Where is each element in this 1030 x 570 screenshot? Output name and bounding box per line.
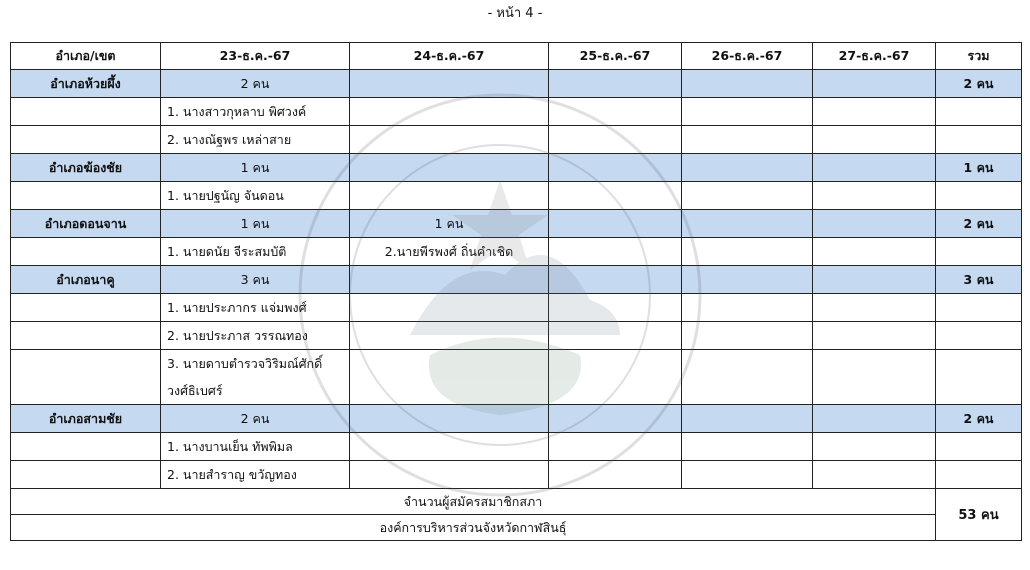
footer-row: [11, 515, 1022, 541]
district-row: [11, 70, 1022, 98]
candidate-row: [11, 461, 1022, 489]
candidate-cell: [350, 98, 549, 126]
footer-label-line2: องค์การบริหารส่วนจังหวัดกาฬสินธุ์: [11, 515, 936, 541]
candidate-cell: [813, 182, 936, 210]
header-district: อำเภอ/เขต: [11, 43, 161, 70]
district-count-cell: [350, 70, 549, 98]
candidate-cell: [350, 461, 549, 489]
candidate-cell: [549, 461, 682, 489]
district-blank-cell: [11, 322, 161, 350]
district-count-cell: [549, 266, 682, 294]
total-blank-cell: [936, 126, 1022, 154]
candidate-cell: [682, 98, 813, 126]
district-name: อำเภอนาคู: [11, 266, 161, 294]
candidate-row: [11, 98, 1022, 126]
candidate-cell: [682, 350, 813, 405]
total-blank-cell: [936, 238, 1022, 266]
district-count-cell: [682, 266, 813, 294]
district-count-cell: [682, 210, 813, 238]
candidate-cell: [813, 322, 936, 350]
district-blank-cell: [11, 433, 161, 461]
candidate-cell: [350, 126, 549, 154]
district-row: [11, 266, 1022, 294]
candidate-cell: 3. นายดาบตำรวจวิริมณ์ศักดิ์ วงศ์ธิเบศร์: [161, 350, 350, 405]
candidate-cell: 1. นายดนัย จีระสมบัติ: [161, 238, 350, 266]
candidate-cell: [549, 294, 682, 322]
header-date-27: 27-ธ.ค.-67: [813, 43, 936, 70]
district-count-cell: [549, 154, 682, 182]
district-count-cell: [549, 210, 682, 238]
district-count-cell: [813, 154, 936, 182]
header-total: รวม: [936, 43, 1022, 70]
candidate-cell: [813, 461, 936, 489]
candidate-cell: 1. นางบานเย็น ทัพพิมล: [161, 433, 350, 461]
total-blank-cell: [936, 433, 1022, 461]
district-count-cell: [813, 405, 936, 433]
district-name: อำเภอดอนจาน: [11, 210, 161, 238]
district-count-cell: 1 คน: [350, 210, 549, 238]
candidate-row: [11, 322, 1022, 350]
candidate-cell: [549, 126, 682, 154]
candidate-row: [11, 182, 1022, 210]
candidate-cell: 1. นายประภากร แจ่มพงศ์: [161, 294, 350, 322]
candidate-cell: [682, 433, 813, 461]
candidate-cell: [682, 238, 813, 266]
page-number: - หน้า 4 -: [487, 6, 543, 21]
district-blank-cell: [11, 350, 161, 405]
candidate-cell: 2. นายประภาส วรรณทอง: [161, 322, 350, 350]
district-blank-cell: [11, 98, 161, 126]
district-row: [11, 210, 1022, 238]
total-blank-cell: [936, 461, 1022, 489]
district-name: อำเภอห้วยผึ้ง: [11, 70, 161, 98]
footer-label-line1: จำนวนผู้สมัครสมาชิกสภา: [11, 489, 936, 515]
candidate-cell: [350, 294, 549, 322]
candidate-cell: [549, 322, 682, 350]
candidate-cell: [549, 182, 682, 210]
district-count-cell: 2 คน: [161, 70, 350, 98]
candidate-cell: [813, 126, 936, 154]
district-count-cell: [813, 210, 936, 238]
candidate-cell: [549, 350, 682, 405]
district-count-cell: [682, 70, 813, 98]
district-name: อำเภอสามชัย: [11, 405, 161, 433]
candidate-cell: 2. นางณัฐพร เหล่าสาย: [161, 126, 350, 154]
district-blank-cell: [11, 238, 161, 266]
candidate-cell: [682, 294, 813, 322]
footer-row: [11, 489, 1022, 515]
district-count-cell: 1 คน: [161, 210, 350, 238]
district-count-cell: [350, 266, 549, 294]
candidate-cell: [682, 461, 813, 489]
district-count-cell: 1 คน: [161, 154, 350, 182]
district-count-cell: [682, 405, 813, 433]
header-date-24: 24-ธ.ค.-67: [350, 43, 549, 70]
candidate-cell: [813, 294, 936, 322]
candidate-cell: [350, 322, 549, 350]
grand-total: 53 คน: [936, 489, 1022, 541]
candidate-table: [10, 42, 1022, 541]
candidate-row: [11, 350, 1022, 405]
candidate-cell: [549, 433, 682, 461]
district-count-cell: 2 คน: [161, 405, 350, 433]
total-blank-cell: [936, 182, 1022, 210]
district-total: 2 คน: [936, 70, 1022, 98]
candidate-cell: [813, 350, 936, 405]
total-blank-cell: [936, 322, 1022, 350]
candidate-cell: [350, 433, 549, 461]
candidate-row: [11, 433, 1022, 461]
candidate-cell: [350, 350, 549, 405]
district-count-cell: [682, 154, 813, 182]
header-date-25: 25-ธ.ค.-67: [549, 43, 682, 70]
district-total: 1 คน: [936, 154, 1022, 182]
district-count-cell: [549, 405, 682, 433]
district-count-cell: [549, 70, 682, 98]
total-blank-cell: [936, 350, 1022, 405]
district-row: [11, 154, 1022, 182]
candidate-cell: [682, 126, 813, 154]
district-blank-cell: [11, 126, 161, 154]
candidate-cell: 1. นางสาวกุหลาบ พิศวงค์: [161, 98, 350, 126]
header-row: [11, 43, 1022, 70]
candidate-cell: [682, 322, 813, 350]
header-date-26: 26-ธ.ค.-67: [682, 43, 813, 70]
candidate-cell: [350, 182, 549, 210]
candidate-row: [11, 294, 1022, 322]
district-total: 3 คน: [936, 266, 1022, 294]
district-count-cell: [350, 154, 549, 182]
district-count-cell: 3 คน: [161, 266, 350, 294]
district-row: [11, 405, 1022, 433]
candidate-cell: [813, 98, 936, 126]
candidate-cell: [549, 238, 682, 266]
district-blank-cell: [11, 294, 161, 322]
district-total: 2 คน: [936, 210, 1022, 238]
district-blank-cell: [11, 182, 161, 210]
candidate-cell: 2. นายสำราญ ขวัญทอง: [161, 461, 350, 489]
district-count-cell: [813, 266, 936, 294]
district-name: อำเภอฆ้องชัย: [11, 154, 161, 182]
candidate-cell: [813, 238, 936, 266]
candidate-row: [11, 126, 1022, 154]
total-blank-cell: [936, 294, 1022, 322]
district-count-cell: [813, 70, 936, 98]
district-count-cell: [350, 405, 549, 433]
candidate-cell: [813, 433, 936, 461]
candidate-cell: 2.นายพีรพงศ์ ถิ่นคำเชิด: [350, 238, 549, 266]
header-date-23: 23-ธ.ค.-67: [161, 43, 350, 70]
candidate-cell: 1. นายปฐนัญ จันดอน: [161, 182, 350, 210]
district-blank-cell: [11, 461, 161, 489]
candidate-cell: [549, 98, 682, 126]
district-total: 2 คน: [936, 405, 1022, 433]
total-blank-cell: [936, 98, 1022, 126]
candidate-row: [11, 238, 1022, 266]
candidate-cell: [682, 182, 813, 210]
